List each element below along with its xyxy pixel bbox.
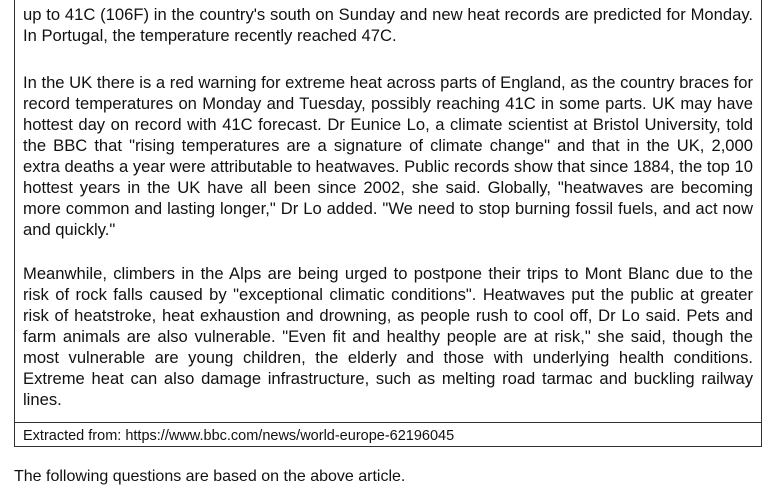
article-box (14, 0, 762, 447)
source-citation: Extracted from: https://www.bbc.com/news/world-europe-62196045 (23, 428, 455, 444)
source-divider (15, 422, 761, 423)
article-paragraph-2: In the UK there is a red warning for extreme heat across parts of England, as the country braces for record temperatures on Monday and Tuesday, possibly reaching 41C in some parts. UK may have hottest day on record with 41C forecast. Dr Eunice Lo, a climate scientist at Bristol University, told the BBC that "rising temperatures are a signature of climate change" and that in the UK, 2,000 extra deaths a year were attributable to heatwaves. Public records show that since 1884, the top 10 hottest years in the UK have all been since 2002, she said. Globally, "heatwaves are becoming more common and lasting longer," Dr Lo added. "We need to stop burning fossil fuels, and act now and quickly." (23, 73, 753, 239)
questions-intro: The following questions are based on the above article. (14, 468, 406, 485)
article-paragraph-3: Meanwhile, climbers in the Alps are being urged to postpone their trips to Mont Blanc due to the risk of rock falls caused by "exceptional climatic conditions". Heatwaves put the public at greater risk of heatstroke, heat exhaustion and drowning, as people rush to cool off, Dr Lo said. Pets and farm animals are also vulnerable. "Even fit and healthy people are at risk," she said, though the most vulnerable are young children, the elderly and those with underlying health conditions. Extreme heat can also damage infrastructure, such as melting road tarmac and buckling railway lines. (23, 264, 753, 409)
article-paragraph-1: up to 41C (106F) in the country's south on Sunday and new heat records are predicted for Monday. In Portugal, the temperature recently reached 47C. (23, 5, 753, 45)
